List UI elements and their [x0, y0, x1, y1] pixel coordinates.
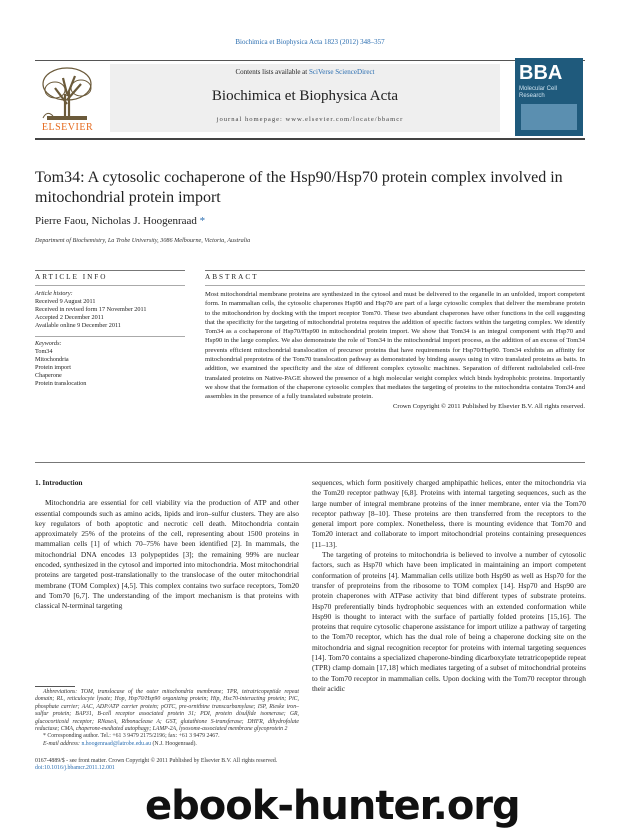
affiliation: Department of Biochemistry, La Trobe University, 3086 Melbourne, Victoria, Australia — [35, 237, 251, 244]
corresponding-author-footnote: * Corresponding author. Tel.: +61 3 9479 2175/2196; fax: +61 3 9479 2467. — [43, 733, 220, 740]
keywords-label: Keywords: — [35, 340, 62, 347]
abstract-bottom-rule — [35, 462, 585, 463]
journal-header — [35, 58, 585, 138]
email-label: E-mail address: — [43, 740, 82, 747]
history-item: Available online 9 December 2011 — [35, 322, 121, 329]
info-rule — [35, 270, 185, 271]
article-info — [35, 290, 185, 388]
elsevier-logo — [35, 64, 100, 134]
abstract-body — [205, 290, 585, 411]
info-rule-2 — [35, 285, 185, 286]
cover-title: BBA — [519, 62, 563, 84]
article-info-heading: ARTICLE INFO — [35, 273, 108, 281]
watermark: ebook-hunter.org — [145, 783, 520, 829]
elsevier-logo-text: ELSEVIER — [41, 122, 94, 133]
intro-paragraph: Mitochondria are essential for cell viability via the production of ATP and other essential compounds such as amino acids, lipids and iron–sulfur clusters. They are also key regulators of both apoptotic and necrotic cell death. Mitochondria contain approximately 25% of the proteins of the cell, representing about 1500 proteins in mammalian cells [1] of which 70–75% have been identified [2]. In mammals, the mitochondrial DNA encodes 13 polypeptides [3]; the remaining 99% are nuclear encoded, synthesized in the cytosol and imported into mitochondria. Most mitochondrial proteins are targeted post-translationally to the translocase of the outer mitochondrial membrane (TOM Complex) [4,5]. This complex contains two surface receptors, Tom20 and Tom70 [6,7]. The understanding of the import mechanism is that proteins with classical N-terminal targeting — [35, 498, 299, 611]
journal-citation[interactable]: Biochimica et Biophysica Acta 1823 (2012) 348–357 — [235, 38, 385, 46]
intro-paragraph: sequences, which form positively charged amphipathic helices, enter the mitochondria via the Tom20 receptor pathway [6,8]. Proteins with internal targeting sequences, such as the large number of integral membrane proteins of the inner membrane, enter via the Tom70 receptor pathway [8–10]. These proteins are then transferred from the receptors to the general import pore complex. Nonetheless, there is mounting evidence that Tom70 and Tom20 interact and collaborate to import mitochondrial proteins containing presequences [11–13]. — [312, 478, 586, 549]
history-item: Received in revised form 17 November 2011 — [35, 306, 147, 313]
abstract-rule — [205, 270, 585, 271]
email-link[interactable]: n.hoogenraad@latrobe.edu.au — [81, 740, 151, 747]
footnote-rule — [35, 686, 75, 687]
email-suffix: (N.J. Hoogenraad). — [151, 740, 197, 747]
section-heading-intro: 1. Introduction — [35, 478, 83, 487]
contents-prefix: Contents lists available at — [235, 68, 309, 76]
abstract-heading: ABSTRACT — [205, 273, 259, 281]
cover-subtitle: Molecular Cell Research — [519, 86, 558, 99]
abstract-rule-2 — [205, 285, 585, 286]
keyword: Protein import — [35, 364, 71, 371]
cover-image — [521, 104, 577, 130]
sciencedirect-link[interactable]: SciVerse ScienceDirect — [309, 68, 375, 76]
keyword: Mitochondria — [35, 356, 69, 363]
page-footer — [35, 758, 277, 773]
keyword: Tom34 — [35, 348, 53, 355]
header-top-rule — [35, 60, 585, 61]
article-authors — [35, 215, 205, 227]
journal-title: Biochimica et Biophysica Acta — [211, 88, 399, 104]
footnotes — [35, 689, 299, 748]
intro-paragraph: The targeting of proteins to mitochondria is believed to involve a number of cytosolic factors, such as Hsp70 which have been implicated in maintaining an import competent conformation of proteins [4]. Mammalian cells utilize both Hsp90 as well as Hsp70 for the transfer of preproteins from the ribosome to TOM complex [14]. Hsp70 and Hsp90 are protein chaperones with ATPase activity that bind different types of substrate proteins. Hsp70 preferentially binds hydrophobic sequences with an extended conformation while Hsp90 is thought to interact with the surface of partially folded proteins [15,16]. The proteins that require cytosolic chaperone assistance for import utilize a pathway of targeting to the Tom70 receptor, which has the dual role of being a chaperone docking site on the mitochondria and signal recognition receptor for proteins with internal targeting sequences [14]. Tom70 contains a specialized chaperone-binding dicarboxylate tetratricopeptide repeat (TPR) clamp domain [17,18] which mediates targeting of a subset of mitochondrial proteins to the Tom70 receptor in mammalian cells. Upon docking with the Tom70 receptor through their acidic — [312, 550, 586, 693]
abbreviations-footnote: Abbreviations: TOM, translocase of the outer mitochondria membrane; TPR, tetratricopeptide repeat domain; RL, reticulocyte lysate; Hop, Hsp70/Hsp90 organizing protein; Hip, Hsc70-interacting protein; PiC, phosphate carrier; AAC, ADP/ATP carrier protein; pOTC, pre-ornithine transcarbamylase; ISP, Rieske iron–sulfur protein; BAP31, B-cell receptor associated protein 31; PDI, protein disulfide isomerase; GR, glucocorticoid receptor; RNaseA, Ribonuclease A; GST, glutathione S-transferase; DHFR, dihydrofolate reductase; CMA, chaperone-mediated autophagy; LAMP-2A, lysosome-associated membrane glycoprotein 2 — [35, 689, 299, 733]
doi-link[interactable]: doi:10.1016/j.bbamcr.2011.12.001 — [35, 765, 115, 772]
journal-cover — [515, 58, 583, 136]
email-footnote — [35, 741, 299, 748]
intro-right-column — [312, 478, 586, 694]
corresponding-author-mark[interactable]: * — [199, 215, 206, 227]
keyword: Protein translocation — [35, 380, 87, 387]
intro-left-column — [35, 478, 299, 612]
author-names: Pierre Faou, Nicholas J. Hoogenraad — [35, 215, 197, 227]
info-divider — [35, 330, 185, 337]
history-item: Accepted 2 December 2011 — [35, 314, 104, 321]
article-title: Tom34: A cytosolic cochaperone of the Hsp90/Hsp70 protein complex involved in mitochondrial protein import — [35, 169, 563, 206]
keyword: Chaperone — [35, 372, 62, 379]
header-bottom-rule — [35, 138, 585, 140]
history-label: Article history: — [35, 290, 73, 297]
issn-line: 0167-4889/$ - see front matter. Crown Copyright © 2011 Published by Elsevier B.V. All rights reserved. — [35, 758, 278, 764]
journal-homepage[interactable]: journal homepage: www.elsevier.com/locate/bbamcr — [216, 116, 404, 123]
contents-line — [110, 68, 500, 76]
history-item: Received 9 August 2011 — [35, 298, 96, 305]
abstract-text: Most mitochondrial membrane proteins are synthesized in the cytosol and must be delivered to the organelle in an unfolded, import competent form. In mammalian cells, the cytosolic chaperones Hsp90 and Hsp70 are part of a large cytosolic complex that deliver the membrane protein to the mitochondrion by docking with the import receptor Tom70. These two abundant chaperones have other functions in the cell suggesting that the specificity for the targeting of mitochondrial proteins requires the addition of specific factors within the targeting complex. We identify Tom34 as a cochaperone of Hsp70/Hsp90 in mitochondrial protein import. We show that Tom34 is an integral component with Hsp70 and Hsp90 in the large complex. We also demonstrate the role of Tom34 in the mitochondrial import process, as the addition of an excess of Tom34 prevents efficient mitochondrial translocation of precursor proteins that have requirements for Hsp70/Hsp90. Tom34 exhibits an affinity for mitochondrial preproteins of the Tom70 translocation pathway as demonstrated by binding assays using in vitro translated proteins as baits. In addition, we examined the specificity and the size of different complex cytosolic machines. Separation of different radiolabeled cell-free translated proteins on Native-PAGE showed the presence of a high molecular weight complex which binds hydrophobic proteins. Importantly we show that the formation of the chaperone cytosolic complex that mediates the targeting of proteins to the mitochondria contains Tom34 and assembles in the presence of a fully translated substrate protein. — [205, 291, 585, 401]
abstract-copyright: Crown Copyright © 2011 Published by Elsevier B.V. All rights reserved. — [392, 402, 585, 410]
